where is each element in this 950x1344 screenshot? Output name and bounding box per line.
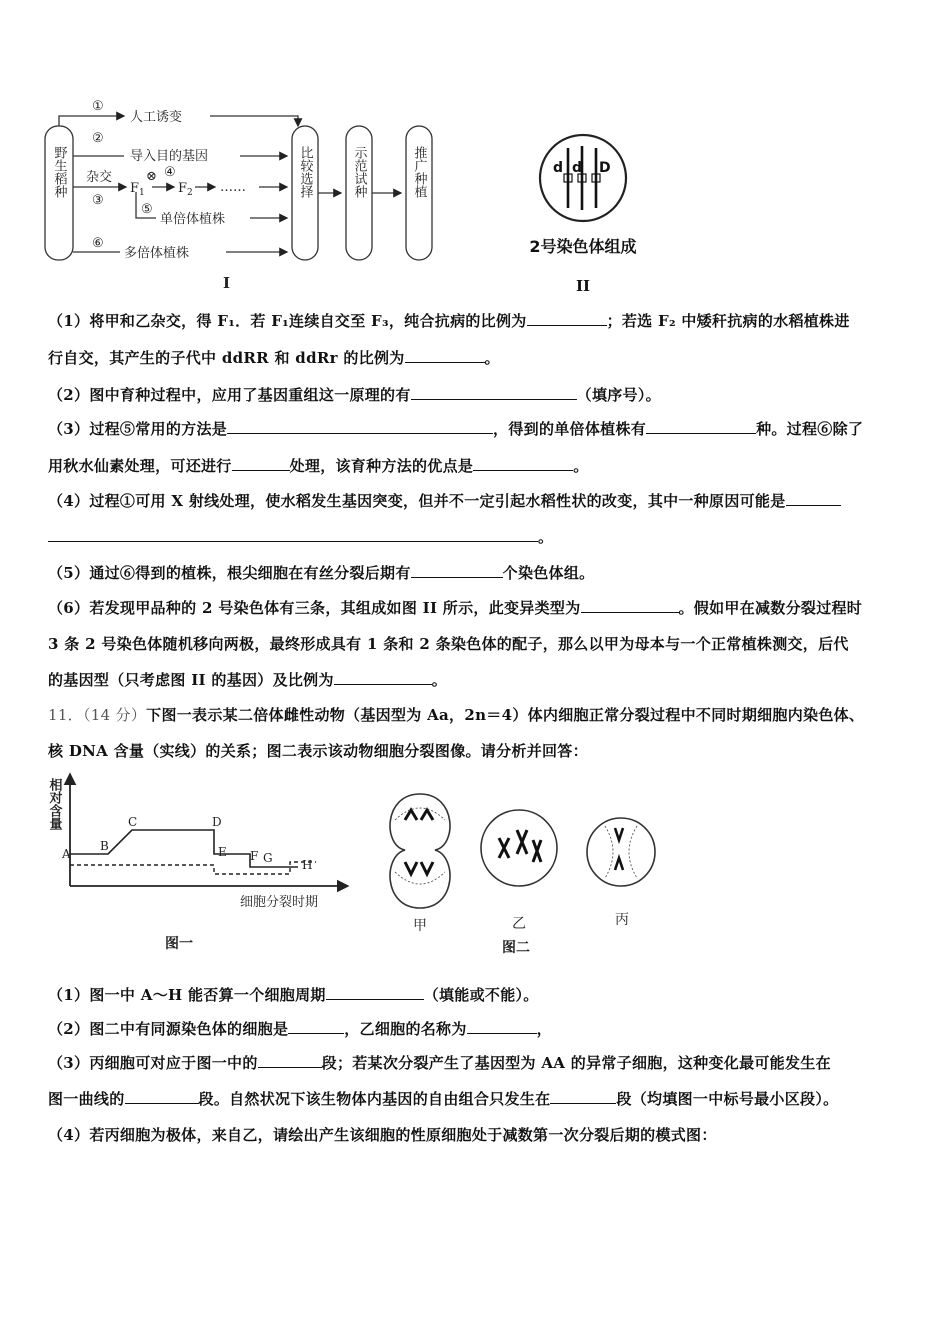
breeding-flowchart (40, 92, 450, 297)
f2-label: $F_2$ (178, 181, 193, 198)
q4-blank1[interactable] (786, 491, 841, 506)
point-d: D (212, 815, 222, 829)
s4-line: （4）若丙细胞为极体，来自乙，请绘出产生该细胞的性原细胞处于减数第一次分裂后期的模式图： (48, 1126, 717, 1144)
route5-num: ⑤ (141, 202, 153, 217)
bing-chromosome-top (615, 828, 623, 840)
yi-chromosome-1 (499, 838, 509, 858)
q4-line2: 。 (48, 526, 553, 547)
q11-line2: 核 DNA 含量（实线）的关系；图二表示该动物细胞分裂图像。请分析并回答： (48, 742, 588, 760)
route4-num: ④ (164, 165, 176, 180)
q1-blank2[interactable] (405, 348, 485, 363)
figure-one-caption: 图一 (165, 936, 193, 952)
x-axis-label: 细胞分裂时期 (240, 895, 319, 910)
self-cross-symbol: ⊗ (146, 169, 157, 184)
route6-num: ⑥ (92, 236, 104, 251)
point-g: G (263, 851, 273, 865)
point-f: F (250, 849, 259, 863)
q3-blank3[interactable] (232, 456, 290, 471)
s3-line2: 图一曲线的 段。自然状况下该生物体内基因的自由组合只发生在 段（均填图一中标号最小区段）。 (48, 1090, 839, 1108)
bing-chromosome-bottom (615, 858, 623, 870)
q4-blank2[interactable] (48, 527, 538, 542)
q5-blank[interactable] (411, 563, 503, 578)
point-a: A (62, 847, 71, 861)
s3-blank3[interactable] (550, 1089, 616, 1104)
q3-line2: 用秋水仙素处理，可还进行 处理，该育种方法的优点是 。 (48, 457, 589, 475)
figure-two-cells (375, 790, 675, 960)
route6-label: 多倍体植株 (124, 246, 190, 261)
q6-blank2[interactable] (334, 670, 432, 685)
route1-label: 人工诱变 (130, 110, 183, 125)
jia-spindle-bottom (395, 872, 445, 884)
q3-blank1[interactable] (227, 419, 493, 434)
gene-d2: d (572, 160, 583, 176)
yi-chromosome-3 (533, 840, 541, 862)
chromosome-figure (510, 128, 670, 298)
compare-select-label: 比较选择 (297, 146, 313, 198)
yi-chromosome-2 (517, 830, 527, 854)
promote-plant-label: 推广种植 (411, 146, 427, 198)
s1-blank[interactable] (326, 985, 424, 1000)
q1-blank1[interactable] (527, 311, 607, 326)
q1-line1: （1）将甲和乙杂交，得 F₁．若 F₁连续自交至 F₃，纯合抗病的比例为 ；若选 F₂ 中矮秆抗病的水稻植株进 (48, 312, 850, 330)
label-yi: 乙 (512, 916, 526, 932)
s3-line1: （3）丙细胞可对应于图一中的 段；若某次分裂产生了基因型为 AA 的异常子细胞，这种变化最可能发生在 (48, 1054, 831, 1072)
point-h: H (302, 858, 313, 872)
q5-line: （5）通过⑥得到的植株，根尖细胞在有丝分裂后期有 个染色体组。 (48, 564, 595, 582)
label-jia: 甲 (413, 918, 427, 934)
figure-two-caption: 图二 (502, 940, 530, 956)
q6-line1: （6）若发现甲品种的 2 号染色体有三条，其组成如图 II 所示，此变异类型为 。假如甲在减数分裂过程时 (48, 599, 863, 617)
label-bing: 丙 (615, 912, 629, 928)
jia-chromosomes-top (405, 810, 433, 820)
s3-blank2[interactable] (125, 1089, 199, 1104)
s2-line: （2）图二中有同源染色体的细胞是 ，乙细胞的名称为 ， (48, 1020, 552, 1038)
q11-line1: 11．（14 分）下图一表示某二倍体雌性动物（基因型为 Aa，2n＝4）体内细胞正常分裂过程中不同时期细胞内染色体、 (48, 706, 865, 724)
q3-line1: （3）过程⑤常用的方法是 ，得到的单倍体植株有 种。过程⑥除了 (48, 420, 864, 438)
q3-blank2[interactable] (646, 419, 756, 434)
figure-ii-label: II (575, 277, 591, 295)
point-b: B (100, 839, 109, 853)
q1-line2: 行自交，其产生的子代中 ddRR 和 ddRr 的比例为 。 (48, 349, 500, 367)
q4-line1: （4）过程①可用 X 射线处理，使水稻发生基因突变，但并不一定引起水稻性状的改变，其中一种原因可能是 (48, 490, 841, 511)
gene-D: D (599, 160, 611, 176)
f1-label: $F_1$ (130, 181, 145, 198)
s3-blank1[interactable] (258, 1053, 322, 1068)
s2-blank2[interactable] (467, 1019, 537, 1034)
route2-label: 导入目的基因 (130, 149, 209, 164)
route2-num: ② (92, 131, 104, 146)
wild-rice-label: 野生稻种 (51, 146, 67, 198)
point-c: C (128, 815, 138, 829)
figure-one-graph (40, 770, 370, 960)
figure-i-label: I (223, 274, 231, 292)
jia-spindle-top (395, 808, 445, 820)
cell-bing (587, 818, 655, 886)
chromosome-caption: 2号染色体组成 (529, 237, 637, 256)
gene-d1: d (553, 160, 564, 176)
cell-jia (390, 794, 450, 908)
route3-num: ③ (92, 193, 104, 208)
s2-blank1[interactable] (288, 1019, 344, 1034)
y-axis-label: 相对含量 (46, 778, 62, 830)
jia-chromosomes-bottom (405, 862, 433, 874)
q6-line2: 3 条 2 号染色体随机移向两极，最终形成具有 1 条和 2 条染色体的配子，那么以甲为母本与一个正常植株测交，后代 (48, 635, 849, 653)
dna-curve-dashed (70, 862, 316, 874)
route5-label: 单倍体植株 (160, 212, 226, 227)
q3-blank4[interactable] (473, 456, 573, 471)
point-e: E (218, 845, 227, 859)
q6-blank1[interactable] (581, 598, 679, 613)
q6-line3: 的基因型（只考虑图 II 的基因）及比例为 。 (48, 671, 448, 689)
hybrid-label: 杂交 (86, 170, 113, 185)
ellipsis: …… (220, 180, 246, 195)
q2-line: （2）图中育种过程中，应用了基因重组这一原理的有 （填序号）。 (48, 386, 661, 404)
s1-line: （1）图一中 A～H 能否算一个细胞周期 （填能或不能）。 (48, 986, 539, 1004)
route1-num: ① (92, 99, 104, 114)
demo-trial-label: 示范试种 (351, 146, 367, 198)
q2-blank[interactable] (411, 385, 577, 400)
